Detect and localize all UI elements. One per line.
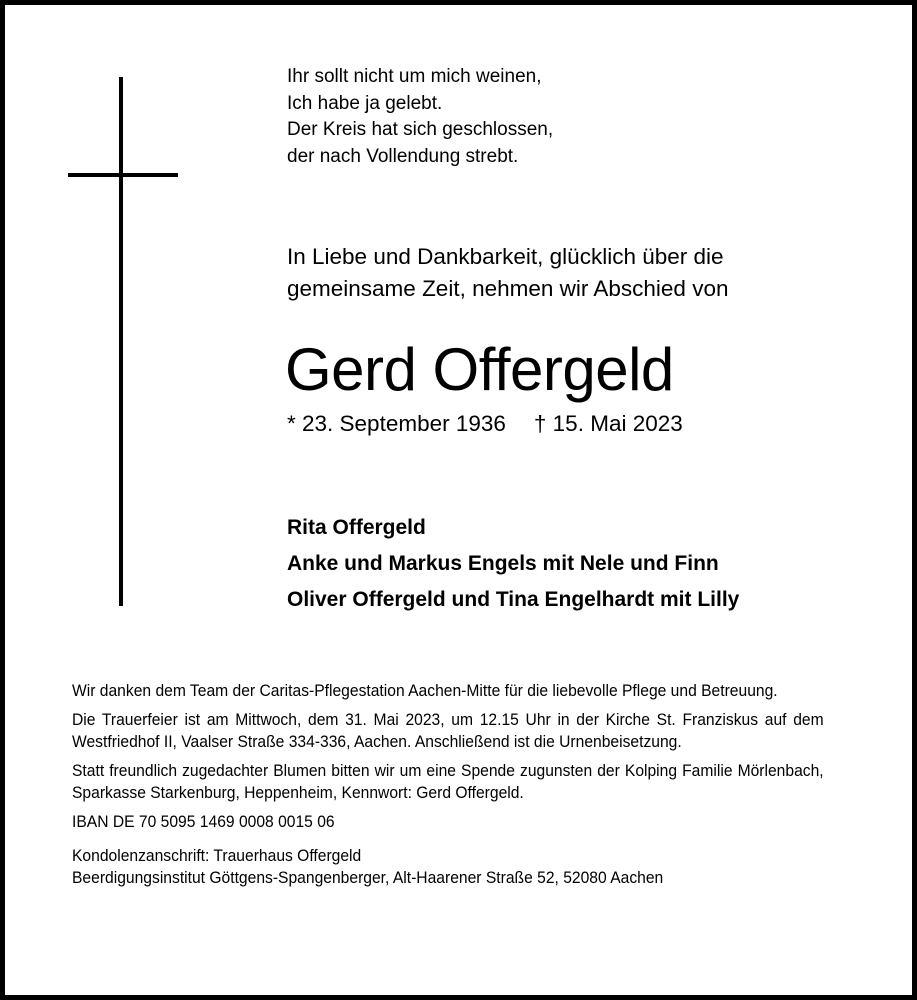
- poem-line: der nach Vollendung strebt.: [287, 145, 519, 167]
- poem: [287, 64, 553, 170]
- mourners-list: [287, 510, 739, 618]
- deceased-name: Gerd Offergeld: [285, 336, 674, 403]
- condolence-address-line-1: Kondolenzanschrift: Trauerhaus Offergeld: [72, 846, 362, 865]
- poem-line: Ihr sollt nicht um mich weinen,: [287, 66, 542, 87]
- poem-line: Der Kreis hat sich geschlossen,: [287, 119, 554, 140]
- cross-icon-vertical-bar: [119, 77, 123, 606]
- poem-line: Ich habe ja gelebt.: [287, 92, 443, 114]
- donation-paragraph: Statt freundlich zugedachter Blumen bitten wir um eine Spende zugunsten der Kolping Familie Mörlenbach, Sparkasse Starkenburg, Heppenheim, Kennwort: Gerd Offergeld.: [72, 761, 824, 802]
- condolence-address-line-2: Beerdigungsinstitut Göttgens-Spangenberger, Alt-Haarener Straße 52, 52080 Aachen: [72, 868, 664, 887]
- mourner-entry: Anke und Markus Engels mit Nele und Finn: [287, 552, 719, 575]
- mourner-entry: Rita Offergeld: [287, 516, 426, 539]
- iban-line: IBAN DE 70 5095 1469 0008 0015 06: [72, 812, 335, 831]
- death-date: † 15. Mai 2023: [533, 411, 683, 436]
- cross-icon-horizontal-bar: [68, 173, 178, 177]
- birth-date: * 23. September 1936: [287, 411, 506, 436]
- thanks-paragraph: Wir danken dem Team der Caritas-Pflegestation Aachen-Mitte für die liebevolle Pflege und Betreuung.: [72, 681, 778, 700]
- info-section: [72, 680, 824, 889]
- intro-text: [287, 241, 728, 305]
- life-dates: [287, 410, 683, 438]
- mourner-entry: Oliver Offergeld und Tina Engelhardt mit Lilly: [287, 588, 740, 611]
- intro-line: In Liebe und Dankbarkeit, glücklich über die: [287, 244, 724, 269]
- intro-line: gemeinsame Zeit, nehmen wir Abschied von: [287, 276, 729, 301]
- ceremony-paragraph: Die Trauerfeier ist am Mittwoch, dem 31. Mai 2023, um 12.15 Uhr in der Kirche St. Franziskus auf dem Westfriedhof II, Vaalser Straße 334-336, Aachen. Anschließend ist die Urnenbeisetzung.: [72, 710, 824, 751]
